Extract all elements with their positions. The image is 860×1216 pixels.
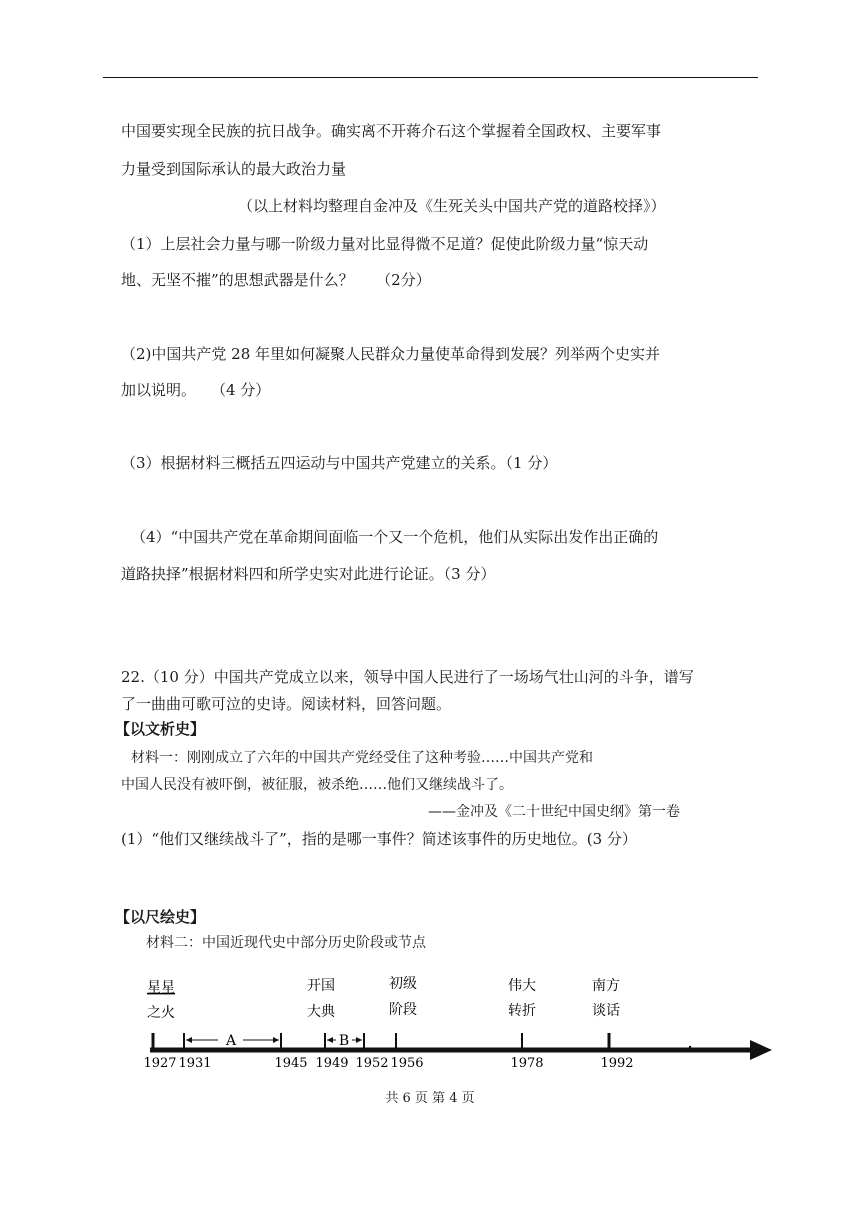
question-1-line: 地、无坚不摧”的思想武器是什么？ （2分） <box>121 271 431 289</box>
year-label: 1992 <box>600 1056 634 1071</box>
source-note: （以上材料均整理自金冲及《生死关头中国共产党的道路校择》） <box>238 197 666 215</box>
year-label: 1952 <box>355 1056 389 1071</box>
sub-question-1: (1）“他们又继续战斗了”，指的是哪一事件？简述该事件的历史地位。(3 分） <box>121 830 637 848</box>
event-label: 谈话 <box>592 1003 620 1019</box>
material-one-source: ——金冲及《二十世纪中国史纲》第一卷 <box>428 804 680 820</box>
material-text-line: 中国要实现全民族的抗日战争。确实离不开蒋介石这个掌握着全国政权、主要军事 <box>121 122 662 140</box>
material-text-line: 力量受到国际承认的最大政治力量 <box>121 160 347 178</box>
event-label: 阶段 <box>389 1002 417 1018</box>
question-2-line: （2)中国共产党 28 年里如何凝聚人民群众力量使革命得到发展？列举两个史实并 <box>121 345 661 363</box>
event-label: 初级 <box>389 976 417 992</box>
question-22-intro: 22.（10 分）中国共产党成立以来，领导中国人民进行了一场场气壮山河的斗争，谱写 <box>121 668 694 686</box>
question-1-line: （1）上层社会力量与哪一阶级力量对比显得微不足道？促使此阶级力量“惊天动 <box>121 235 649 253</box>
material-one-line: 材料一：刚刚成立了六年的中国共产党经受住了这种考验……中国共产党和 <box>131 750 593 766</box>
span-b-label: B <box>338 1033 350 1049</box>
event-label: 开国 <box>307 978 335 994</box>
event-label: 之火 <box>147 1005 175 1021</box>
timeline-dot <box>689 1046 691 1048</box>
section-heading: 【以文析史】 <box>115 720 206 738</box>
material-two-title: 材料二：中国近现代史中部分历史阶段或节点 <box>146 935 426 951</box>
event-label: 伟大 <box>508 978 536 994</box>
timeline-arrowhead <box>750 1040 772 1060</box>
question-22-intro: 了一曲曲可歌可泣的史诗。阅读材料，回答问题。 <box>121 695 452 713</box>
event-label: 大典 <box>307 1004 335 1020</box>
history-timeline <box>0 970 860 1080</box>
year-label: 1927 <box>143 1056 177 1071</box>
material-one-line: 中国人民没有被吓倒，被征服，被杀绝……他们又继续战斗了。 <box>121 777 513 793</box>
year-label: 1978 <box>510 1056 544 1071</box>
question-3-line: （3）根据材料三概括五四运动与中国共产党建立的关系。（1 分） <box>121 454 558 472</box>
event-label: 星星 <box>147 980 175 996</box>
event-label: 转折 <box>508 1003 536 1019</box>
event-label: 南方 <box>592 978 620 994</box>
question-4-line: 道路抉择”根据材料四和所学史实对此进行论证。（3 分） <box>121 565 496 583</box>
page-footer: 共 6 页 第 4 页 <box>385 1091 475 1106</box>
year-label: 1931 <box>178 1056 212 1071</box>
header-rule <box>103 77 758 78</box>
question-4-line: （4）“中国共产党在革命期间面临一个又一个危机，他们从实际出发作出正确的 <box>131 528 659 546</box>
year-label: 1945 <box>274 1056 308 1071</box>
year-label: 1949 <box>315 1056 349 1071</box>
question-2-line: 加以说明。 （4 分） <box>121 381 271 399</box>
year-label: 1956 <box>390 1056 424 1071</box>
section-heading: 【以尺绘史】 <box>115 908 206 926</box>
span-a-label: A <box>225 1033 237 1049</box>
